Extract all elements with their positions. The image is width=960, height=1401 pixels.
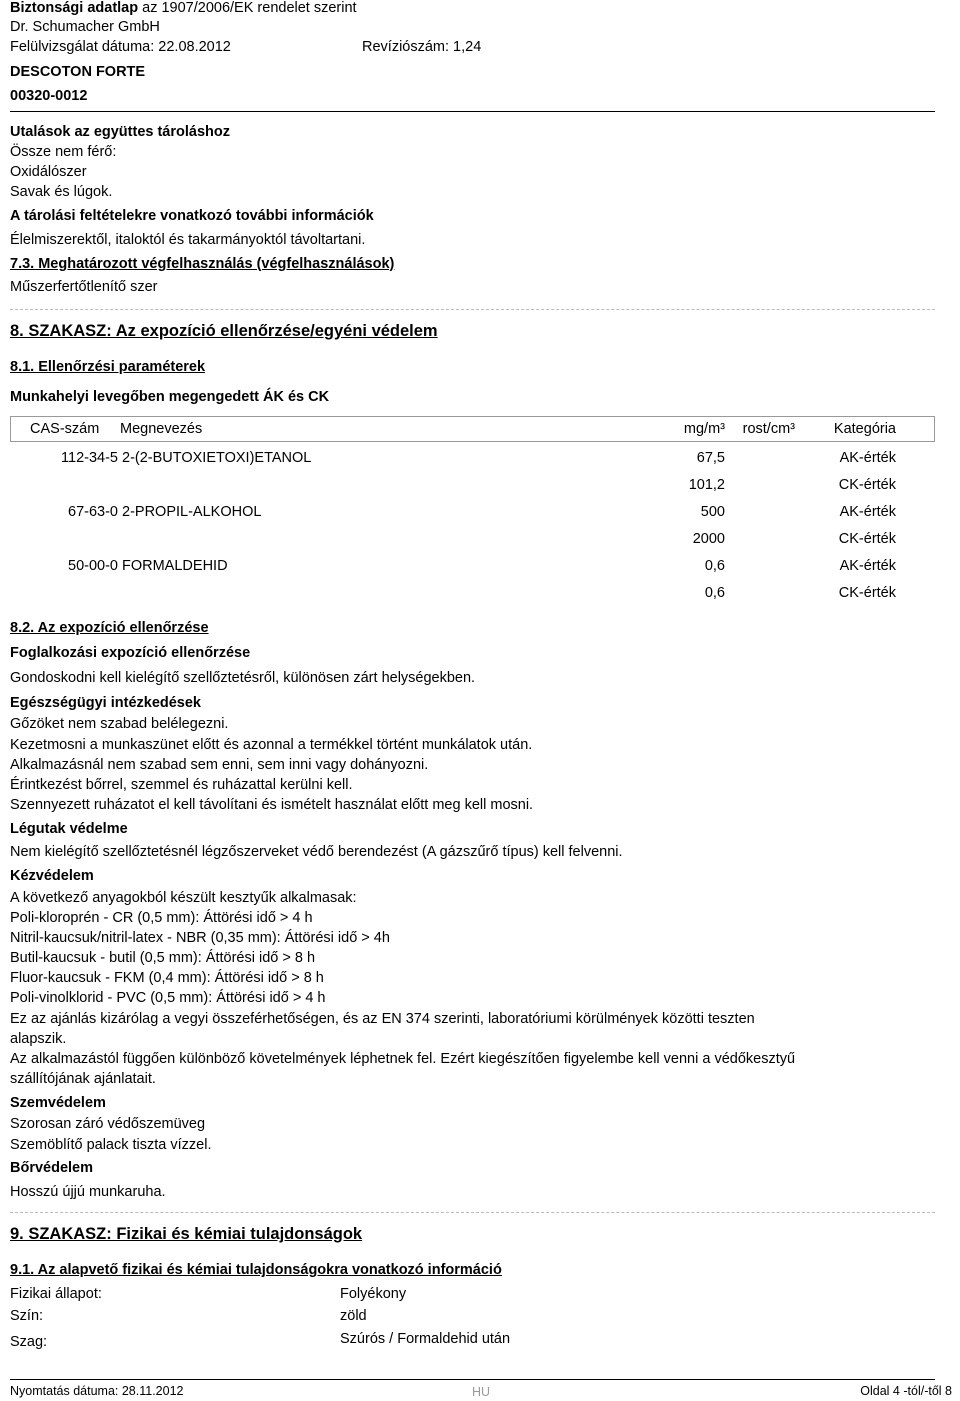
- revision-number: Revíziószám: 1,24: [362, 39, 482, 55]
- hand-line: Az alkalmazástól függően különböző követelmények léphetnek fel. Ezért kiegészítően figyelembe kell venni a védőkesztyű: [10, 1051, 796, 1067]
- property-label: Szag:: [10, 1334, 48, 1350]
- section-divider: [10, 1212, 935, 1213]
- subsection-9-1: 9.1. Az alapvető fizikai és kémiai tulajdonságokra vonatkozó információ: [10, 1262, 502, 1278]
- cas-number: 67-63-0: [68, 504, 118, 520]
- eye-line: Szorosan záró védőszemüveg: [10, 1116, 206, 1132]
- hand-line: Fluor-kaucsuk - FKM (0,4 mm): Áttörési idő > 8 h: [10, 970, 324, 986]
- language-code: HU: [472, 1385, 491, 1399]
- subsection-8-2: 8.2. Az expozíció ellenőrzése: [10, 620, 209, 636]
- health-line: Szennyezett ruházatot el kell távolítani és ismételt használat előtt meg kell mosni.: [10, 797, 534, 813]
- health-line: Gőzöket nem szabad belélegezni.: [10, 716, 229, 732]
- table-caption: Munkahelyi levegőben megengedett ÁK és CK: [10, 389, 330, 405]
- header-divider: [10, 111, 935, 112]
- section-8-title: 8. SZAKASZ: Az expozíció ellenőrzése/egyéni védelem: [10, 322, 438, 340]
- eye-heading: Szemvédelem: [10, 1095, 106, 1111]
- category: CK-érték: [838, 477, 896, 493]
- substance-name: 2-PROPIL-ALKOHOL: [122, 504, 262, 520]
- storage-further-heading: A tárolási feltételekre vonatkozó további információk: [10, 208, 374, 224]
- category: AK-érték: [839, 504, 896, 520]
- section-divider: [10, 309, 935, 310]
- respiratory-heading: Légutak védelme: [10, 821, 128, 837]
- mg-value: 500: [700, 504, 725, 520]
- incompatible-item: Savak és lúgok.: [10, 184, 113, 200]
- health-line: Kezetmosni a munkaszünet előtt és azonnal a termékkel történt munkálatok után.: [10, 737, 533, 753]
- category: AK-érték: [839, 558, 896, 574]
- mg-value: 67,5: [696, 450, 725, 466]
- substance-name: 2-(2-BUTOXIETOXI)ETANOL: [122, 450, 312, 466]
- document-type: Biztonsági adatlap az 1907/2006/EK rendelet szerint: [10, 0, 357, 16]
- hand-line: szállítójának ajánlatait.: [10, 1071, 156, 1087]
- print-date: Nyomtatás dátuma: 28.11.2012: [10, 1384, 184, 1398]
- respiratory-text: Nem kielégítő szellőztetésnél légzőszerveket védő berendezést (A gázszűrő típus) kell felvenni.: [10, 844, 623, 860]
- section-9-title: 9. SZAKASZ: Fizikai és kémiai tulajdonságok: [10, 1225, 363, 1243]
- health-line: Alkalmazásnál nem szabad sem enni, sem inni vagy dohányozni.: [10, 757, 429, 773]
- category: CK-érték: [838, 531, 896, 547]
- category: CK-érték: [838, 585, 896, 601]
- mg-value: 0,6: [704, 558, 725, 574]
- hand-heading: Kézvédelem: [10, 868, 94, 884]
- property-label: Fizikai állapot:: [10, 1286, 102, 1302]
- column-header-category: Kategória: [833, 421, 896, 437]
- column-header-name: Megnevezés: [120, 421, 203, 437]
- mg-value: 2000: [692, 531, 725, 547]
- hand-line: Nitril-kaucsuk/nitril-latex - NBR (0,35 mm): Áttörési idő > 4h: [10, 930, 390, 946]
- property-value: zöld: [340, 1308, 367, 1324]
- category: AK-érték: [839, 450, 896, 466]
- cas-number: 50-00-0: [68, 558, 118, 574]
- storage-further-text: Élelmiszerektől, italoktól és takarmányoktól távoltartani.: [10, 232, 366, 248]
- product-code: 00320-0012: [10, 88, 88, 104]
- hand-line: alapszik.: [10, 1031, 67, 1047]
- occupational-text: Gondoskodni kell kielégítő szellőztetésről, különösen zárt helységekben.: [10, 670, 476, 686]
- property-value: Folyékony: [340, 1286, 407, 1302]
- hand-line: Butil-kaucsuk - butil (0,5 mm): Áttörési idő > 8 h: [10, 950, 316, 966]
- hand-line: A következő anyagokból készült kesztyűk alkalmasak:: [10, 890, 357, 906]
- property-label: Szín:: [10, 1308, 44, 1324]
- mg-value: 101,2: [688, 477, 725, 493]
- end-use-heading: 7.3. Meghatározott végfelhasználás (végfelhasználások): [10, 256, 395, 272]
- skin-text: Hosszú újjú munkaruha.: [10, 1184, 166, 1200]
- product-name: DESCOTON FORTE: [10, 64, 146, 80]
- column-header-cas: CAS-szám: [30, 421, 100, 437]
- subsection-8-1: 8.1. Ellenőrzési paraméterek: [10, 359, 206, 375]
- review-date: Felülvizsgálat dátuma: 22.08.2012: [10, 39, 231, 55]
- hand-line: Poli-kloroprén - CR (0,5 mm): Áttörési idő > 4 h: [10, 910, 313, 926]
- storage-heading: Utalások az együttes tároláshoz: [10, 124, 230, 140]
- column-header-rost: rost/cm³: [742, 421, 795, 437]
- page-number: Oldal 4 -tól/-től 8: [860, 1384, 952, 1398]
- incompatible-item: Oxidálószer: [10, 164, 87, 180]
- substance-name: FORMALDEHID: [122, 558, 228, 574]
- eye-line: Szemöblítő palack tiszta vízzel.: [10, 1137, 212, 1153]
- incompatible-label: Össze nem férő:: [10, 144, 117, 160]
- column-header-mg: mg/m³: [683, 421, 725, 437]
- footer-divider: [10, 1379, 935, 1380]
- occupational-heading: Foglalkozási expozíció ellenőrzése: [10, 645, 251, 661]
- company-name: Dr. Schumacher GmbH: [10, 19, 160, 35]
- hand-line: Ez az ajánlás kizárólag a vegyi összeférhetőségen, és az EN 374 szerinti, laboratóriumi körülmények közötti teszten: [10, 1011, 755, 1027]
- end-use-text: Műszerfertőtlenítő szer: [10, 279, 158, 295]
- hand-line: Poli-vinolklorid - PVC (0,5 mm): Áttörési idő > 4 h: [10, 990, 326, 1006]
- mg-value: 0,6: [704, 585, 725, 601]
- skin-heading: Bőrvédelem: [10, 1160, 94, 1176]
- cas-number: 112-34-5: [61, 450, 118, 466]
- property-value: Szúrós / Formaldehid után: [340, 1331, 511, 1347]
- health-line: Érintkezést bőrrel, szemmel és ruházattal kerülni kell.: [10, 777, 353, 793]
- health-heading: Egészségügyi intézkedések: [10, 695, 201, 711]
